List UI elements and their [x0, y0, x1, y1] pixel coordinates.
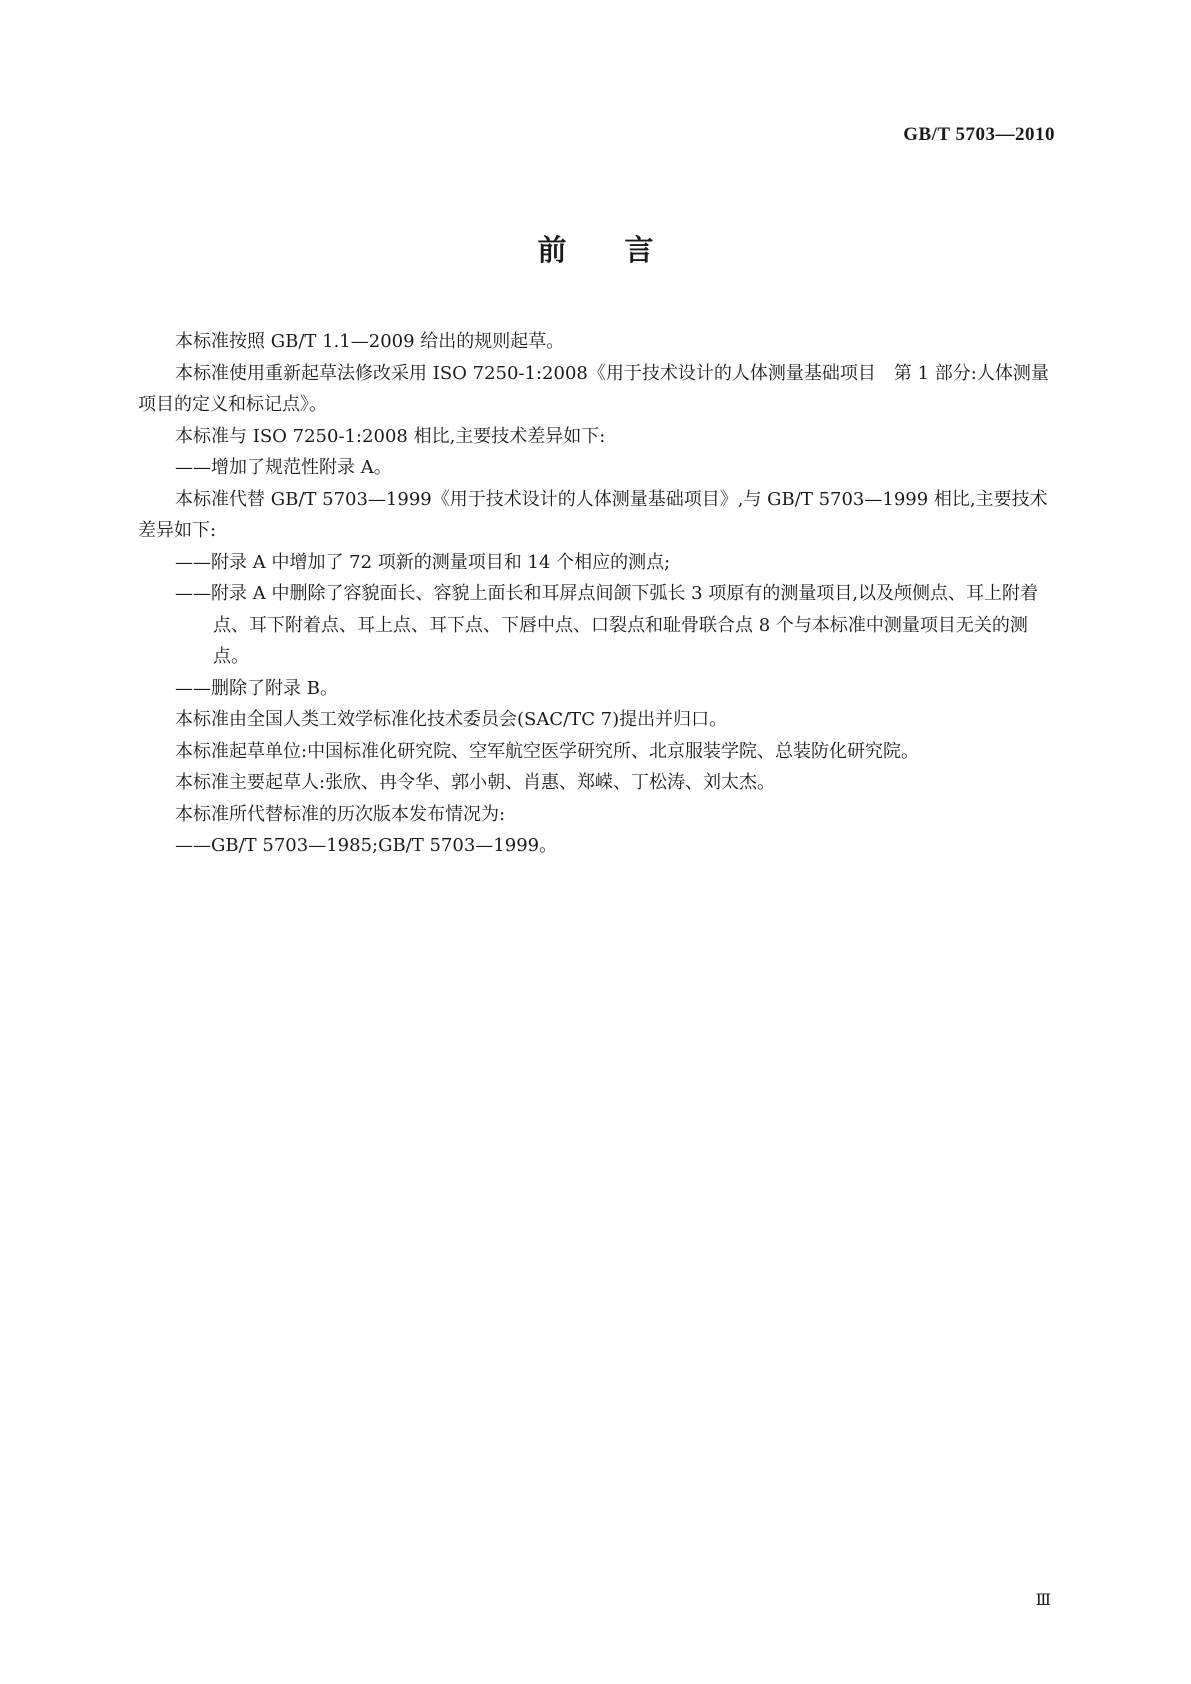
list-item-added-items: ——附录 A 中增加了 72 项新的测量项目和 14 个相应的测点; [175, 551, 671, 573]
list-item-iso-difference: ——增加了规范性附录 A。 [175, 457, 392, 478]
standard-number: GB/T 5703—2010 [903, 124, 1055, 145]
page-number: Ⅲ [1035, 1592, 1051, 1609]
paragraph-replaces: 本标准代替 GB/T 5703—1999《用于技术设计的人体测量基础项目》,与 GB/T 5703—1999 相比,主要技术差异如下: [138, 488, 1048, 541]
paragraph-iso-differences: 本标准与 ISO 7250-1:2008 相比,主要技术差异如下: [175, 425, 606, 447]
paragraph-iso-adoption: 本标准使用重新起草法修改采用 ISO 7250-1:2008《用于技术设计的人体测量基础项目 第 1 部分:人体测量项目的定义和标记点》。 [138, 362, 1049, 415]
list-item-removed-annex: ——删除了附录 B。 [175, 677, 338, 699]
paragraph-committee: 本标准由全国人类工效学标准化技术委员会(SAC/TC 7)提出并归口。 [175, 709, 728, 730]
list-item-previous-editions: ——GB/T 5703—1985;GB/T 5703—1999。 [175, 835, 558, 856]
list-item-removed-items: ——附录 A 中删除了容貌面长、容貌上面长和耳屏点间颌下弧长 3 项原有的测量项目,以及颅侧点、耳上附着点、耳下附着点、耳上点、耳下点、下唇中点、口裂点和耻骨联合点 8 个与本标准中测量项目无关的测点。 [175, 583, 1039, 667]
page-title: 前言 [537, 233, 712, 267]
paragraph-drafting-units: 本标准起草单位:中国标准化研究院、空军航空医学研究所、北京服装学院、总装防化研究院。 [175, 740, 920, 762]
paragraph-previous-editions: 本标准所代替标准的历次版本发布情况为: [175, 803, 506, 825]
paragraph-drafters: 本标准主要起草人:张欣、冉令华、郭小朝、肖惠、郑嵘、丁松涛、刘太杰。 [175, 772, 776, 793]
foreword-body [138, 326, 1054, 862]
paragraph-drafting-rules: 本标准按照 GB/T 1.1—2009 给出的规则起草。 [175, 331, 565, 352]
